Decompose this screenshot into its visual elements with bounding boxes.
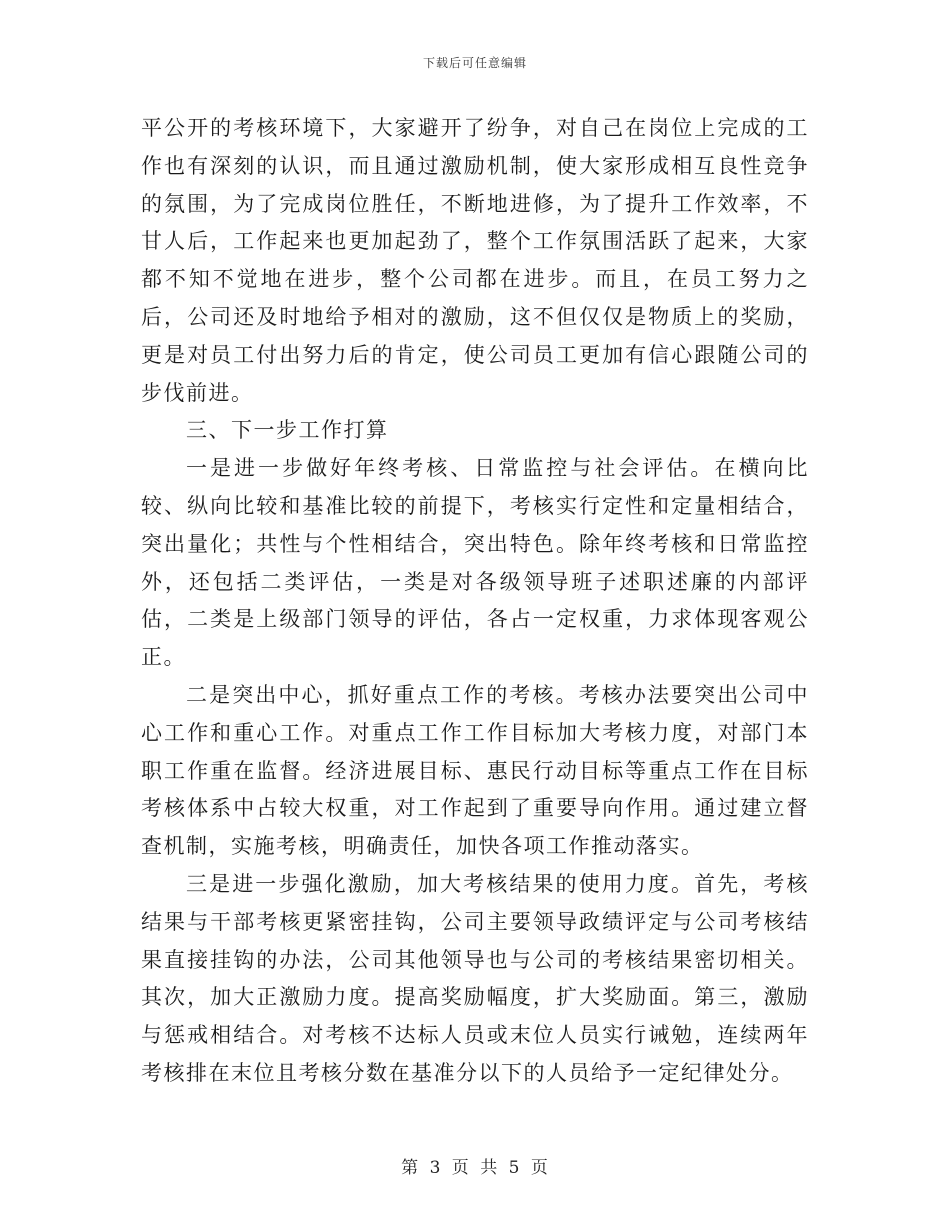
paragraph-continuation: 平公开的考核环境下，大家避开了纷争，对自己在岗位上完成的工作也有深刻的认识，而且通过激励机制，使大家形成相互良性竞争的氛围，为了完成岗位胜任，不断地进修，为了提升工作效率，不甘人后，工作起来也更加起劲了，整个工作氛围活跃了起来，大家都不知不觉地在进步，整个公司都在进步。而且，在员工努力之后，公司还及时地给予相对的激励，这不但仅仅是物质上的奖励，更是对员工付出努力后的肯定，使公司员工更加有信心跟随公司的步伐前进。 <box>141 116 809 405</box>
paragraph-plan-3: 三是进一步强化激励，加大考核结果的使用力度。首先，考核结果与干部考核更紧密挂钩，公司主要领导政绩评定与公司考核结果直接挂钩的办法，公司其他领导也与公司的考核结果密切相关。其次，加大正激励力度。提高奖励幅度，扩大奖励面。第三，激励与惩戒相结合。对考核不达标人员或末位人员实行诫勉，连续两年考核排在末位且考核分数在基准分以下的人员给予一定纪律处分。 <box>141 871 809 1085</box>
section-heading: 三、下一步工作打算 <box>186 418 389 443</box>
document-body <box>141 110 809 1093</box>
page-number: 第 3 页 共 5 页 <box>401 1158 549 1178</box>
paragraph-plan-2: 二是突出中心，抓好重点工作的考核。考核办法要突出公司中心工作和重心工作。对重点工作工作目标加大考核力度，对部门本职工作重在监督。经济进展目标、惠民行动目标等重点工作在目标考核体系中占较大权重，对工作起到了重要导向作用。通过建立督查机制，实施考核，明确责任，加快各项工作推动落实。 <box>141 682 809 859</box>
paragraph-plan-1: 一是进一步做好年终考核、日常监控与社会评估。在横向比较、纵向比较和基准比较的前提下，考核实行定性和定量相结合，突出量化；共性与个性相结合，突出特色。除年终考核和日常监控外，还包括二类评估，一类是对各级领导班子述职述廉的内部评估，二类是上级部门领导的评估，各占一定权重，力求体现客观公正。 <box>141 456 809 670</box>
page-header: 下载后可任意编辑 <box>422 56 527 70</box>
